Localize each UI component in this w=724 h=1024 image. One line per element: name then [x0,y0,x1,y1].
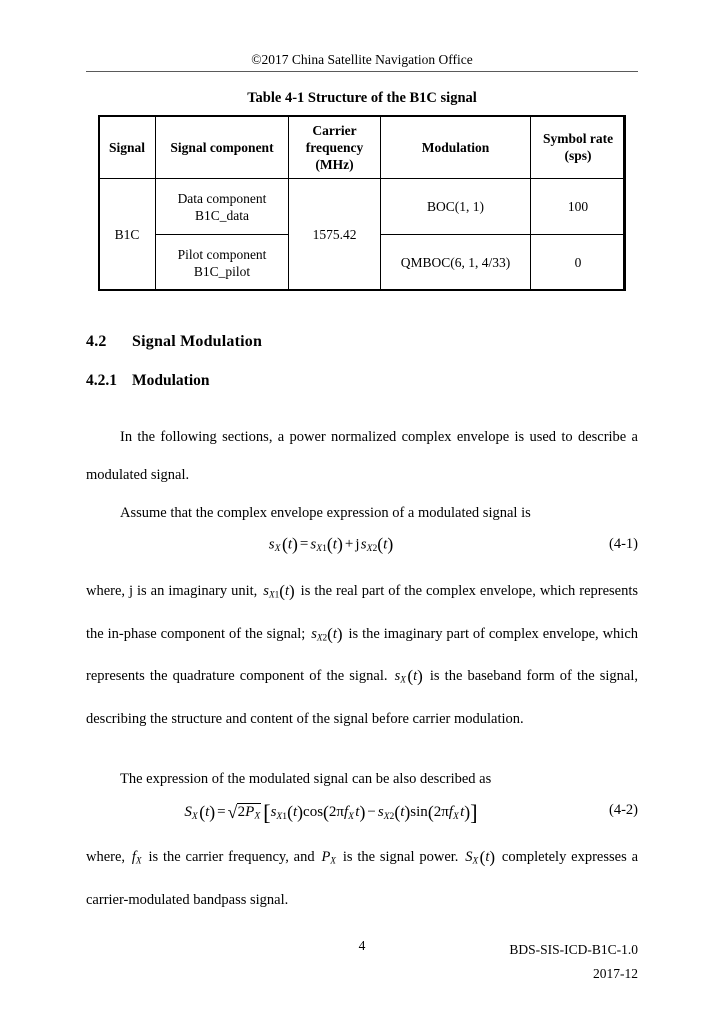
inline-math-sx2-t: $s_{X2}(t)$ [311,624,343,644]
inline-math-fx: $f_X$ [131,849,142,867]
footer-page-number: 4 [358,938,366,953]
cell-symbol-rate-data: 100 [531,179,626,235]
section-title-4-2-1: Modulation [132,372,210,389]
paragraph-where2-part4: completely expresses a carrier-modulated bandpass signal. [86,849,639,908]
paragraph-intro-text: In the following sections, a power normalized complex envelope is used to describe a modulated signal. [86,429,638,483]
paragraph-where-part2: is the real part of the complex envelope, which represents the in-phase component of the signal; [86,583,639,642]
footer-doc-date: 2017-12 [593,966,638,981]
column-header-symbol-rate-line2: (sps) [564,148,592,163]
inline-math-sx1-t: $s_{X1}(t)$ [263,581,295,601]
column-header-modulation-label: Modulation [421,139,490,155]
inline-math-capital-sx-t: $S_X$ (t) [465,847,496,867]
equation-4-2-expression: $S_X$ (t) = √ $2P_X$ [$s_{X1}(t)\cos(2\pi f_X$ $t) - s_{X2}(t)\sin(2\pi f_X$ t)] [86,800,576,826]
paragraph-where-part1: where, j is an imaginary unit, [86,583,258,599]
cell-component-pilot-line2: B1C_pilot [193,263,251,279]
inline-math-px: $P_X$ [321,849,336,867]
section-heading-4-2-1 [86,372,210,390]
column-header-symbol-rate-line1: Symbol rate [542,131,614,146]
cell-signal-name: B1C [99,179,156,291]
paragraph-where2-part1: where, [86,849,126,865]
column-header-carrier-line3: (MHz) [315,156,354,172]
paragraph-where-carrier [86,838,638,919]
equation-4-1-number: (4-1) [609,536,638,552]
equation-4-1 [86,534,638,564]
running-header: ©2017 China Satellite Navigation Office [251,52,473,67]
column-header-signal-component-label: Signal component [170,139,274,155]
column-header-signal-component [156,116,289,179]
header-rule [86,71,638,72]
paragraph-expression [86,760,638,798]
cell-signal-component-pilot [156,235,289,291]
column-header-carrier-line2: frequency [305,139,364,155]
equation-4-2 [86,800,638,830]
section-number-4-2: 4.2 [86,333,107,350]
paragraph-where-envelope [86,572,638,738]
column-header-modulation [381,116,531,179]
cell-carrier-frequency: 1575.42 [289,179,381,291]
inline-math-sx-t: $s_X$ (t) [394,666,423,686]
column-header-signal [99,116,156,179]
paragraph-where2-part2: is the carrier frequency, and [148,849,315,865]
cell-signal-component-data [156,179,289,235]
column-header-signal-label: Signal [108,139,146,155]
cell-modulation-data: BOC(1, 1) [381,179,531,235]
column-header-carrier-line1: Carrier [312,122,357,138]
section-number-4-2-1: 4.2.1 [86,372,117,389]
footer-doc-id: BDS-SIS-ICD-B1C-1.0 [509,942,638,957]
paragraph-intro [86,418,638,494]
cell-component-pilot-line1: Pilot component [177,246,267,262]
equation-4-1-expression: $s_X$ $(t) = s_{X1}(t) + j$ $s_{X2}(t)$ [268,534,394,555]
paragraph-assume-text: Assume that the complex envelope expression of a modulated signal is [120,505,531,521]
footer-document-info [509,938,638,986]
paragraph-where-part4: is the baseband form of the signal, describing the structure and content of the signal before carrier modulation. [86,668,639,727]
paragraph-expression-text: The expression of the modulated signal can be also described as [120,771,492,787]
section-title-4-2: Signal Modulation [132,333,263,350]
cell-component-data-line2: B1C_data [195,207,249,223]
table-caption: Table 4-1 Structure of the B1C signal [247,90,477,106]
table-row [99,179,626,235]
section-heading-4-2 [86,333,262,351]
cell-component-data-line1: Data component [177,190,267,206]
table-header-row [99,116,626,179]
equation-4-2-number: (4-2) [609,802,638,818]
column-header-symbol-rate [531,116,626,179]
b1c-signal-structure-table [98,115,625,291]
cell-symbol-rate-pilot: 0 [531,235,626,291]
paragraph-where-part3: is the imaginary part of complex envelope, which represents the quadrature component of the signal. [86,625,639,685]
paragraph-where2-part3: is the signal power. [342,849,459,865]
column-header-carrier-frequency [289,116,381,179]
paragraph-assume [86,494,638,532]
cell-modulation-pilot: QMBOC(6, 1, 4/33) [381,235,531,291]
